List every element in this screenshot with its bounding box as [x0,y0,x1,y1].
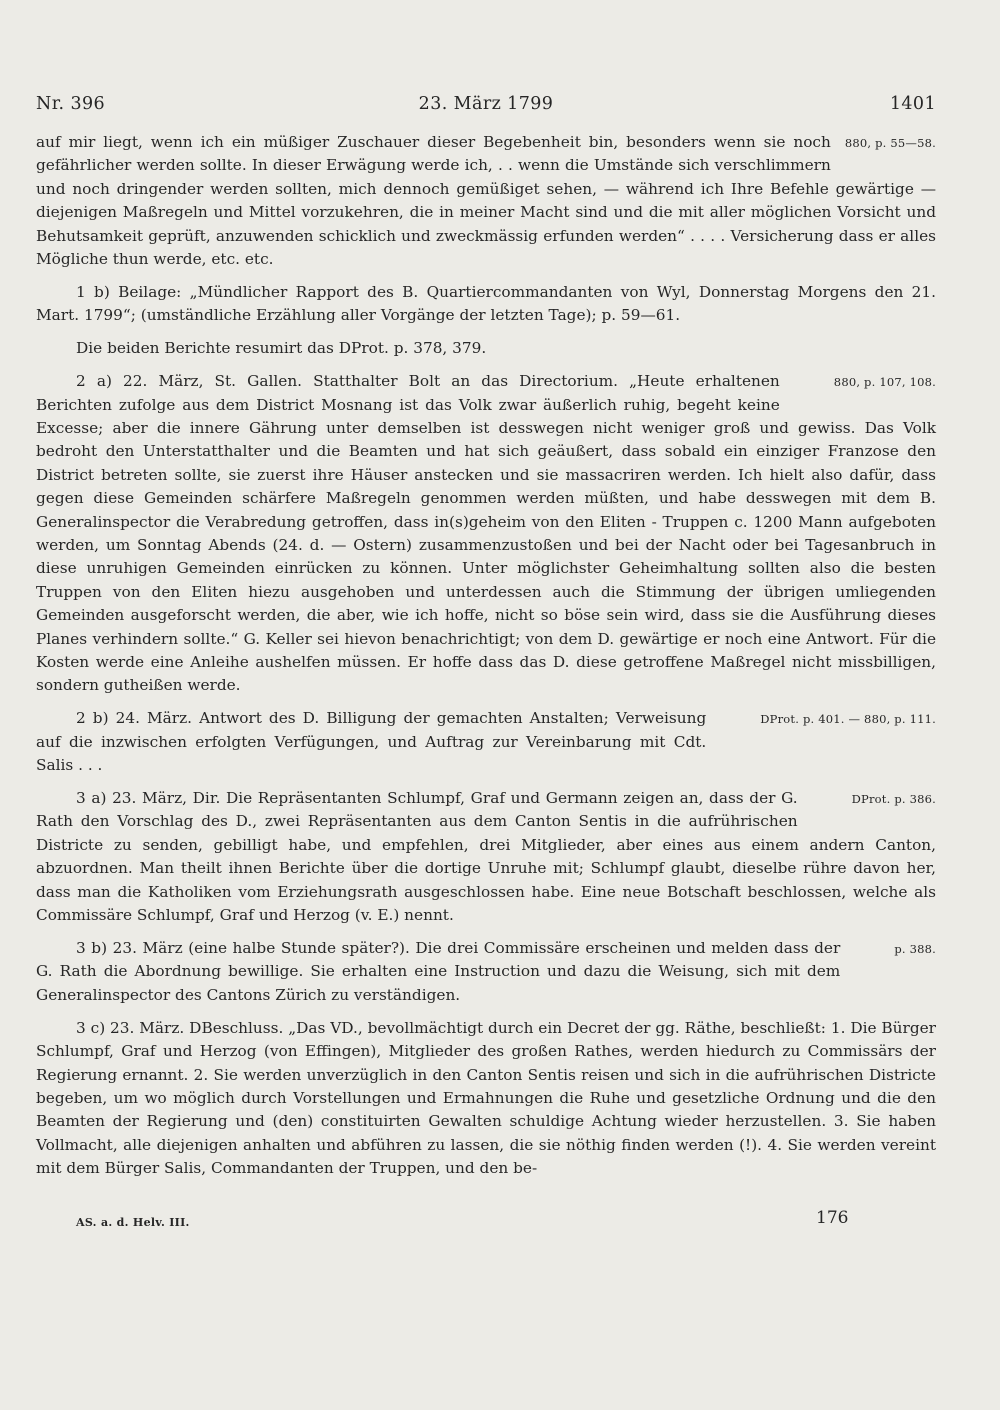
paragraph-3a [36,787,936,927]
paragraph-text: auf mir liegt, wenn ich ein müßiger Zuschauer dieser Begebenheit bin, besonders wenn sie noch gefährlicher werden sollte. In dieser Erwägung werde ich, . . wenn die Umstände sich verschlimmern und noch dringender werden sollten, mich dennoch gemüßiget sehen, — während ich Ihre Befehle gewärtige — diejenigen Maßregeln und Mittel vorzukehren, die in meiner Macht sind und die mit aller möglichen Vorsicht und Behutsamkeit geprüft, anzuwenden schicklich und zweckmässig erfunden werden“ . . . . Versicherung dass er alles Mögliche thun werde, etc. etc. [36,133,936,269]
paragraph-1b [36,281,936,328]
archive-reference: 880, p. 55—58. [844,136,936,150]
paragraph-text: 2 b) 24. März. Antwort des D. Billigung der gemachten Anstalten; Verweisung auf die inzwischen erfolgten Verfügungen, und Auftrag zur Vereinbarung mit Cdt. Salis . . . [36,709,707,775]
paragraph-text: 2 a) 22. März, St. Gallen. Statthalter Bolt an das Directorium. „Heute erhaltenen Berichten zufolge aus dem District Mosnang ist das Volk zwar äußerlich ruhig, begeht keine Excesse; aber die innere Gährung unter demselben ist desswegen nicht weniger groß und gewiss. Das Volk bedroht den Unterstatthalter und die Beamten und hat sich geäußert, dass sobald ein einziger Franzose den District betreten sollte, sie zuerst ihre Häuser anstecken und sie massacriren werden. Ich hielt also dafür, dass gegen diese Gemeinden schärfere Maßregeln genommen werden müßten, und habe desswegen mit dem B. Generalinspector die Verabredung getroffen, dass in(s)geheim von den Eliten - Truppen c. 1200 Mann aufgeboten werden, um Sonntag Abends (24. d. — Ostern) zusammenzustoßen und bei der Nacht oder bei Tagesanbruch in diese unruhigen Gemeinden einrücken zu können. Unter möglichster Geheimhaltung sollten also die besten Truppen von den Eliten hiezu ausgehoben und unterdessen auch die Stimmung der übrigen umliegenden Gemeinden ausgeforscht werden, die aber, wie ich hoffe, nicht so böse sein wird, dass sie die Ausführung dieses Planes verhindern sollte.“ G. Keller sei hievon benachrichtigt; von dem D. gewärtige er noch eine Antwort. Für die Kosten werde eine Anleihe aushelfen müssen. Er hoffe dass das D. diese getroffene Maßregel nicht missbilligen, sondern gutheißen werde. [36,372,936,695]
paragraph-3c [36,1017,936,1181]
sheet-number: 176 [816,1208,849,1228]
paragraph-3b [36,937,936,1007]
archive-reference: p. 388. [894,942,936,956]
paragraph-2b [36,707,936,777]
paragraph-text: 3 b) 23. März (eine halbe Stunde später?). Die drei Commissäre erscheinen und melden dass der G. Rath die Abordnung bewillige. Sie erhalten eine Instruction und dazu die Weisung, sich mit dem Generalinspector des Cantons Zürich zu verständigen. [36,939,841,1004]
paragraph-2a [36,370,936,698]
paragraph-text: Die beiden Berichte resumirt das DProt. p. 378, 379. [76,339,487,358]
paragraph-text: 1 b) Beilage: „Mündlicher Rapport des B. Quartiercommandanten von Wyl, Donnerstag Morgens den 21. Mart. 1799“; (umständliche Erzählung aller Vorgänge der letzten Tage); p. 59—61. [36,282,936,325]
page-number: 1401 [889,94,936,114]
header-date: 23. März 1799 [418,94,554,114]
document-number: Nr. 396 [36,94,106,114]
body-text [36,131,936,1190]
paragraph-note [36,337,936,360]
page-footer [36,1208,936,1238]
paragraph-1 [36,131,936,271]
archive-reference: DProt. p. 401. — 880, p. 111. [760,712,936,727]
paragraph-text: 3 c) 23. März. DBeschluss. „Das VD., bevollmächtigt durch ein Decret der gg. Räthe, beschließt: 1. Die Bürger Schlumpf, Graf und Herzog (von Effingen), Mitglieder des großen Rathes, werden hiedurch zu Commissärs der Regierung ernannt. 2. Sie werden unverzüglich in den Canton Sentis reisen und sich in die aufrührischen Districte begeben, um wo möglich durch Vorstellungen und Ermahnungen die Ruhe und gesetzliche Ordnung und die den Beamten der Regierung und (den) constituirten Gewalten schuldige Achtung wieder herzustellen. 3. Sie haben Vollmacht, alle diejenigen anhalten und abführen zu lassen, die sie nöthig finden werden (!). 4. Sie werden vereint mit dem Bürger Salis, Commandanten der Truppen, und den be- [36,1018,936,1178]
page-header [36,94,936,118]
paragraph-text: 3 a) 23. März, Dir. Die Repräsentanten Schlumpf, Graf und Germann zeigen an, dass der G. Rath den Vorschlag des D., zwei Repräsentanten aus dem Canton Sentis in die aufrührischen Districte zu senden, gebilligt habe, und empfehlen, drei Mitglieder, aber eines aus einem andern Canton, abzuordnen. Man theilt ihnen Berichte über die dortige Unruhe mit; Schlumpf glaubt, dieselbe rühre davon her, dass man die Katholiken vom Erziehungsrath ausgeschlossen habe. Eine neue Botschaft beschlossen, welche als Commissäre Schlumpf, Graf und Herzog (v. E.) nennt. [36,789,936,925]
signature-mark: AS. a. d. Helv. III. [76,1216,190,1229]
archive-reference: 880, p. 107, 108. [833,375,936,390]
archive-reference: DProt. p. 386. [851,792,936,807]
